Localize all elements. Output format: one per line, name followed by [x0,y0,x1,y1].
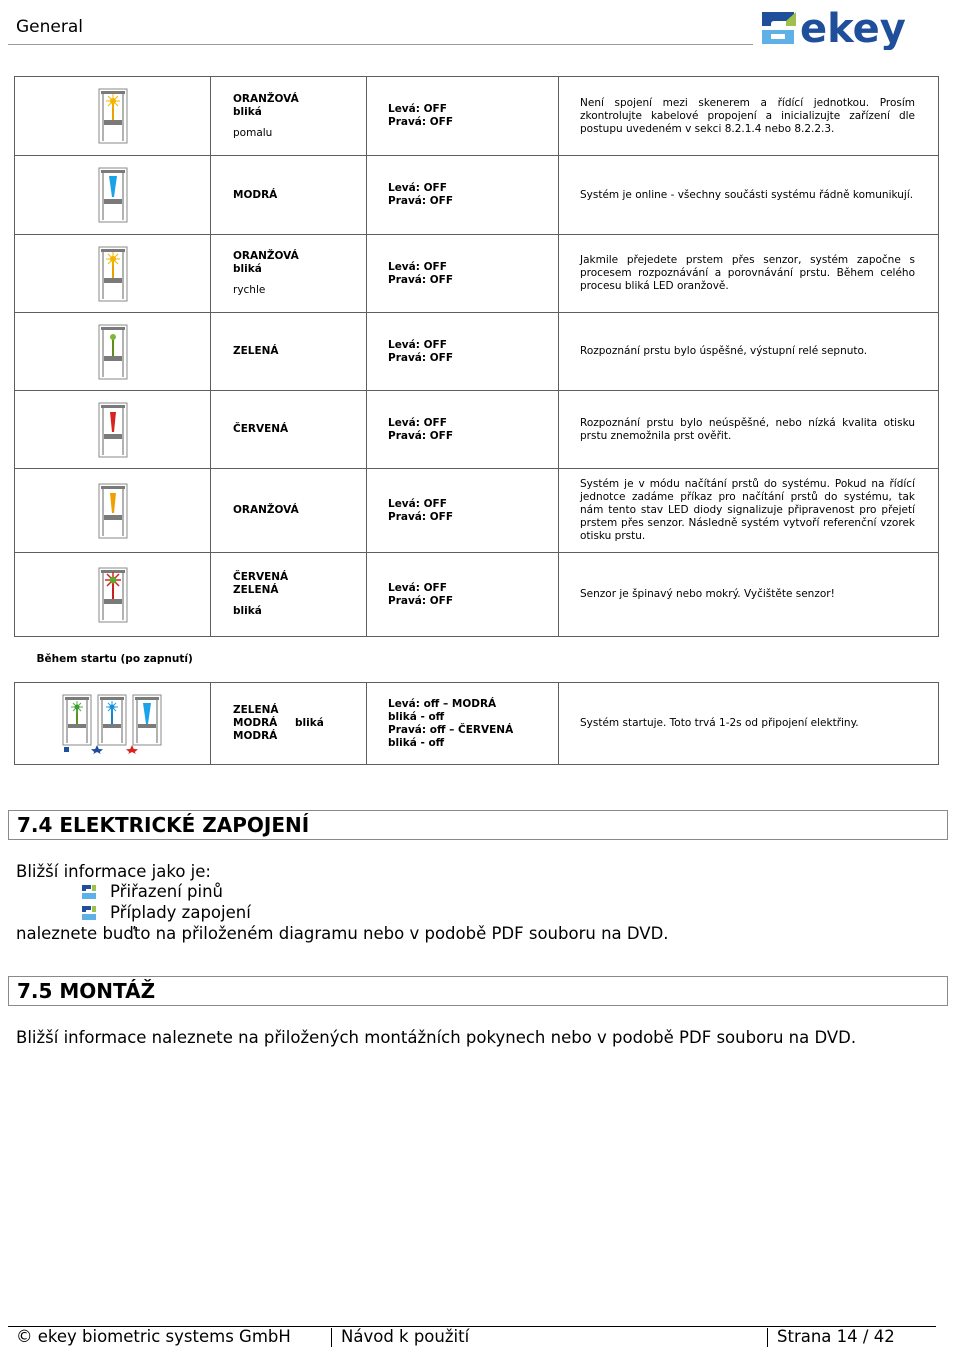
section-heading [8,810,948,840]
relay-right: Pravá: off – ČERVENÁ [388,723,514,736]
led-cell [15,156,211,235]
led-color-label: MODRÁ [233,717,278,729]
relay-left: Levá: OFF [388,497,447,510]
relay-right: Pravá: OFF [388,429,454,442]
led-cell [15,683,211,765]
led-color-label: ORANŽOVÁ [233,250,299,262]
footer-separator [767,1328,768,1347]
led-color-label: MODRÁ [233,730,278,742]
startup-title: Během startu (po zapnutí) [15,637,939,683]
relay-right: Pravá: OFF [388,594,454,607]
table-row [15,313,939,391]
status-description: Systém je v módu načítání prstů do systému. Pokud na řídící jednotce zadáme příkaz pro načítání prstů do systému, tak nám tento stav LED diody signalizuje připravenost pro přejetí prstem přes senzor. Následně systém vytvoří referenční vzorek otisku prstu. [559,469,939,553]
status-description: Senzor je špinavý nebo mokrý. Vyčištěte senzor! [559,553,939,637]
led-cell [15,313,211,391]
status-description: Jakmile přejedete prstem přes senzor, systém započne s procesem rozpoznávání a porovnávání prstu. Během celého procesu bliká LED oranžově. [559,235,939,313]
red-green-blink-led-icon [98,567,128,623]
led-color-label: ORANŽOVÁ [233,92,299,105]
led-cell [15,391,211,469]
led-color-note: rychle [233,284,266,296]
list-item [82,881,223,902]
ekey-logo [760,4,956,50]
section-title: 7.4 ELEKTRICKÉ ZAPOJENÍ [17,813,310,837]
ekey-bullet-icon [82,906,96,920]
section-title: 7.5 MONTÁŽ [17,979,156,1003]
relay-left: Levá: OFF [388,338,447,351]
led-color-label: ORANŽOVÁ [233,504,299,516]
table-row [15,391,939,469]
status-description: Rozpoznání prstu bylo úspěšné, výstupní relé sepnuto. [559,313,939,391]
led-color-label: ZELENÁ [233,704,279,716]
status-description: Systém startuje. Toto trvá 1-2s od připojení elektřiny. [559,683,939,765]
status-description: Rozpoznání prstu bylo neúspěšné, nebo nízká kvalita otisku prstu znemožnila prst ověřit. [559,391,939,469]
section-paragraph: Bližší informace jako je: [16,862,211,881]
section-paragraph: Bližší informace naleznete na přiložených montážních pokynech nebo v podobě PDF souboru na DVD. [16,1028,857,1047]
footer-page-number: Strana 14 / 42 [777,1327,895,1346]
relay-left: Levá: OFF [388,260,447,273]
orange-blink-led-icon [98,246,128,302]
relay-left: Levá: off – MODRÁ [388,697,497,710]
red-led-icon [98,402,128,458]
table-row [15,469,939,553]
blue-led-icon [98,167,128,223]
table-row [15,156,939,235]
startup-led-sequence-icon [61,694,165,754]
led-cell [15,77,211,156]
footer-document: Návod k použití [341,1327,470,1346]
table-row [15,77,939,156]
led-blink-label: bliká [295,717,324,729]
status-description: Systém je online - všechny součásti systému řádně komunikují. [559,156,939,235]
led-color-note: bliká [233,605,262,617]
list-item-label: Přiřazení pinů [110,882,223,901]
led-color-note: pomalu [233,126,273,139]
led-color-label: ZELENÁ [233,345,279,357]
relay-left: Levá: OFF [388,416,447,429]
led-color-label: ČERVENÁ [233,571,289,583]
section-paragraph: naleznete buďto na přiloženém diagramu nebo v podobě PDF souboru na DVD. [16,924,669,943]
led-color-label: MODRÁ [233,188,278,201]
list-item [82,902,251,923]
relay-right-detail: bliká - off [388,736,445,749]
table-row [15,637,939,683]
logo-wordmark: ekey [800,6,906,50]
led-cell [15,469,211,553]
led-color-label: bliká [233,105,262,118]
table-row [15,683,939,765]
footer-separator [331,1328,332,1347]
ekey-bullet-icon [82,885,96,899]
led-status-table [14,76,939,765]
green-led-icon [98,324,128,380]
orange-led-icon [98,483,128,539]
led-cell [15,553,211,637]
led-color-label: ZELENÁ [233,584,279,596]
header-divider [8,44,753,45]
section-heading [8,976,948,1006]
relay-left: Levá: OFF [388,581,447,594]
orange-blink-led-icon [98,88,128,144]
led-color-label: bliká [233,263,262,275]
table-row [15,553,939,637]
list-item-label: Příplady zapojení [110,903,251,922]
relay-left: Levá: OFF [388,103,447,115]
relay-right: Pravá: OFF [388,116,454,128]
relay-right: Pravá: OFF [388,195,454,207]
status-description: Není spojení mezi skenerem a řídící jednotkou. Prosím zkontrolujte kabelové propojení a inicializujte zařízení dle postupu uvedeném v sekci 8.2.1.4 nebo 8.2.2.3. [559,77,939,156]
led-color-label: ČERVENÁ [233,423,289,435]
relay-left: Levá: OFF [388,182,447,194]
header-title: General [16,17,83,37]
led-cell [15,235,211,313]
relay-right: Pravá: OFF [388,351,454,364]
table-row [15,235,939,313]
relay-left-detail: bliká - off [388,710,445,723]
relay-right: Pravá: OFF [388,510,454,523]
footer-company: © ekey biometric systems GmbH [16,1327,291,1346]
relay-right: Pravá: OFF [388,273,454,286]
